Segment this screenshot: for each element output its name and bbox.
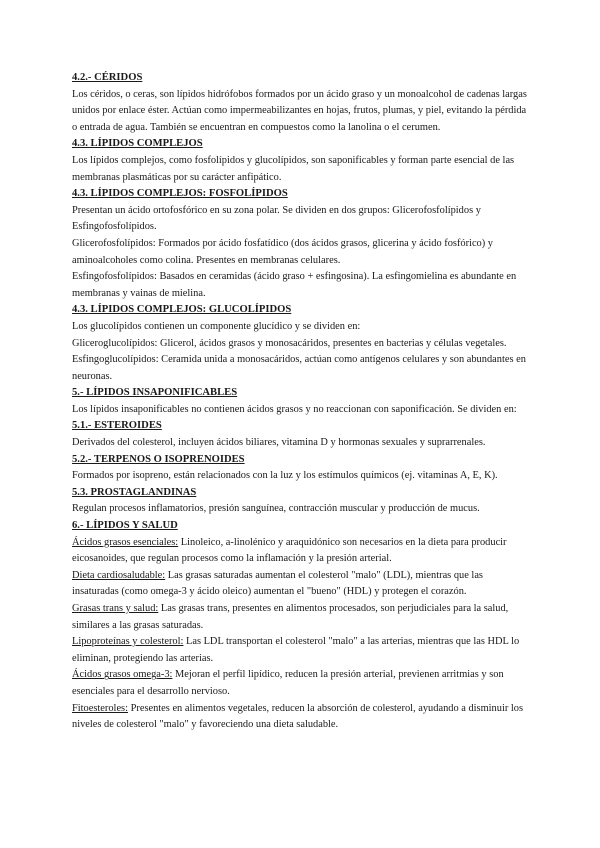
term-text: Presentes en alimentos vegetales, reducen la absorción de colesterol, ayudando a disminuir los niveles de colesterol "malo" y favoreciendo una dieta saludable. — [72, 702, 524, 731]
section-ceridos — [72, 70, 532, 136]
paragraph: Gliceroglucolípidos: Glicerol, ácidos grasos y monosacáridos, presentes en bacterias y células vegetales. — [72, 337, 507, 349]
paragraph — [72, 535, 532, 568]
paragraph — [72, 601, 532, 634]
term-text: Linoleico, a-linolénico y araquidónico son necesarios en la dieta para producir eicosanoides, que regulan procesos como la inflamación y la presión arterial. — [72, 536, 507, 565]
term-label: Ácidos grasos esenciales: — [72, 536, 179, 548]
section-insaponificables — [72, 385, 532, 418]
section-heading: 5.- LÍPIDOS INSAPONIFICABLES — [72, 387, 238, 399]
section-heading: 4.2.- CÉRIDOS — [72, 72, 143, 83]
paragraph: Presentan un ácido ortofosfórico en su zona polar. Se dividen en dos grupos: Glicerofosfolípidos y Esfingofosfolípidos. — [72, 204, 481, 233]
section-prostaglandinas — [72, 485, 532, 518]
term-text: Las grasas trans, presentes en alimentos procesados, son perjudiciales para la salud, similares a las grasas saturadas. — [72, 603, 509, 631]
paragraph: Derivados del colesterol, incluyen ácidos biliares, vitamina D y hormonas sexuales y suprarrenales. — [72, 437, 486, 449]
term-text: Mejoran el perfil lipídico, reducen la presión arterial, previenen arritmias y son esenciales para el desarrollo nervioso. — [72, 669, 504, 697]
section-lipidos-salud — [72, 518, 532, 734]
section-heading: 5.2.- TERPENOS O ISOPRENOIDES — [72, 453, 245, 465]
term-label: Fitoesteroles: — [72, 702, 128, 714]
paragraph — [72, 568, 532, 601]
section-heading: 5.3. PROSTAGLANDINAS — [72, 486, 197, 498]
section-terpenos — [72, 452, 532, 485]
paragraph: Los lípidos insaponificables no contienen ácidos grasos y no reaccionan con saponificación. Se dividen en: — [72, 403, 517, 415]
section-heading: 4.3. LÍPIDOS COMPLEJOS: FOSFOLÍPIDOS — [72, 188, 288, 200]
paragraph: Formados por isopreno, están relacionados con la luz y los estímulos químicos (ej. vitaminas A, E, K). — [72, 470, 498, 482]
paragraph — [72, 701, 532, 734]
term-text: Las LDL transportan el colesterol "malo" a las arterias, mientras que las HDL lo eliminan, protegiendo las arterias. — [72, 636, 520, 664]
section-esteroides — [72, 418, 532, 451]
section-lipidos-complejos — [72, 136, 532, 186]
paragraph — [72, 634, 532, 667]
term-label: Dieta cardiosaludable: — [72, 569, 166, 581]
term-label: Ácidos grasos omega-3: — [72, 669, 173, 681]
paragraph: Esfingoglucolípidos: Ceramida unida a monosacáridos, actúan como antígenos celulares y son abundantes en neuronas. — [72, 354, 526, 382]
term-label: Lipoproteínas y colesterol: — [72, 636, 184, 648]
section-heading: 4.3. LÍPIDOS COMPLEJOS — [72, 138, 203, 150]
section-fosfolipidos — [72, 186, 532, 302]
paragraph: Regulan procesos inflamatorios, presión sanguínea, contracción muscular y producción de mucus. — [72, 503, 480, 515]
paragraph: Glicerofosfolípidos: Formados por ácido fosfatídico (dos ácidos grasos, glicerina y ácido fosfórico) y aminoalcoholes como colina. Presentes en membranas celulares. — [72, 237, 494, 266]
section-heading: 4.3. LÍPIDOS COMPLEJOS: GLUCOLÍPIDOS — [72, 304, 292, 316]
section-glucolipidos — [72, 302, 532, 385]
section-heading: 5.1.- ESTEROIDES — [72, 420, 162, 432]
paragraph — [72, 667, 532, 700]
paragraph: Esfingofosfolípidos: Basados en ceramidas (ácido graso + esfingosina). La esfingomielina es abundante en membranas y vainas de mielina. — [72, 271, 517, 299]
term-label: Grasas trans y salud: — [72, 603, 159, 614]
paragraph: Los glucolípidos contienen un componente glucídico y se dividen en: — [72, 320, 361, 332]
paragraph: Los lípidos complejos, como fosfolípidos y glucolípidos, son saponificables y forman parte esencial de las membranas plasmáticas por su carácter anfipático. — [72, 154, 515, 183]
paragraph: Los céridos, o ceras, son lípidos hidrófobos formados por un ácido graso y un monoalcohol de cadenas largas unidos por enlace éster. Actúan como impermeabilizantes en hojas, frutos, plumas, y piel, evitando la pérdida o entrada de agua. También se encuentran en compuestos como la lanolina o el cerumen. — [72, 88, 527, 133]
term-text: Las grasas saturadas aumentan el colesterol "malo" (LDL), mientras que las insaturadas (como omega-3 y ácido oleico) aumentan el "bueno" (HDL) y protegen el corazón. — [72, 569, 483, 598]
document-page — [72, 70, 532, 734]
section-heading: 6.- LÍPIDOS Y SALUD — [72, 520, 178, 532]
